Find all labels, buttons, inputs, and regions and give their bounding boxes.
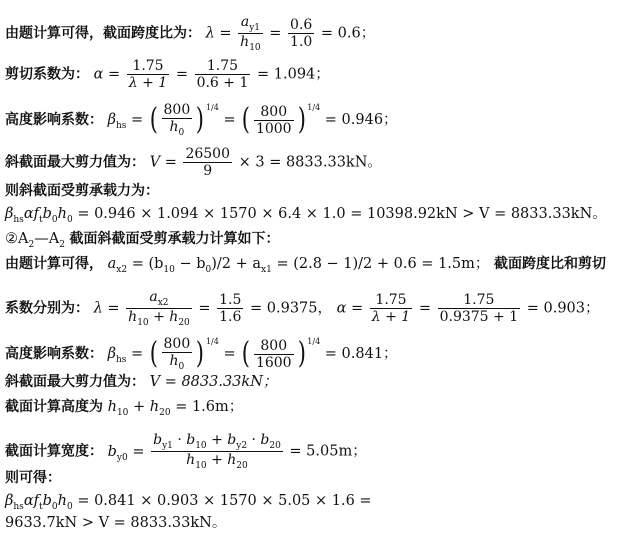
fraction: $\frac{800}{h_0}$ <box>163 102 191 138</box>
fraction: $\frac{b_{y1} \cdot b_{10} + b_{y2} \cdot b_{20}}{h_{10} + h_{20}}$ <box>153 432 281 471</box>
line-result-value: 9633.7kN > V = 8833.33kN。 <box>5 515 227 531</box>
fraction: $\frac{26500}{9}$ <box>185 146 230 180</box>
line-coefficients: 系数分别为： λ = $\frac{a_{x2}}{h_{10} + h_{20}}$ = $\frac{1.5}{1.6}$ = 0.9375， α = $\frac{1.75}{\lambda + 1}$ = $\frac{1.75}{0.9375 + 1}$ = 0.903； <box>5 289 600 328</box>
line-shear-coefficient: 剪切系数为： α = $\frac{1.75}{\lambda + 1}$ = $\frac{1.75}{0.6 + 1}$ = 1.094； <box>5 58 330 92</box>
line-capacity-heading: 则斜截面受剪承载力为： <box>5 183 159 199</box>
fraction: $\frac{1.75}{\lambda + 1}$ <box>128 58 168 92</box>
line-capacity-result: $\beta_{hs}\alpha f_tb_0h_0 = 0.946 \times 1.094 \times 1570 \times 6.4 \times 1.0 = 10398.92kN > V = 8833.33kN$。 <box>5 206 607 225</box>
fraction: $\frac{1.75}{0.6 + 1}$ <box>196 58 249 92</box>
fraction: $\frac{1.75}{\lambda + 1}$ <box>371 292 411 326</box>
line-span-ratio: 由题计算可得，截面跨度比为： λ = $\frac{a_{y1}}{h_{10}}$ = $\frac{0.6}{1.0}$ = 0.6； <box>5 14 376 53</box>
line-max-shear-2: 斜截面最大剪力值为： V = 8833.33kN； <box>5 374 278 390</box>
fraction: $\frac{800}{h_0}$ <box>163 336 191 372</box>
line-height-factor: 高度影响系数： $\beta_{hs}$ = ( $\frac{800}{h_0}$ ) $^{1/4}$ = ( $\frac{800}{1000}$ ) $^{1/4}$ = 0.946； <box>5 102 398 138</box>
line-ax2-calc: 由题计算可得， $a_{x2} = (b_{10} - b_0)/2 + a_{x1} = (2.8 - 1)/2 + 0.6 = 1.5m$； 截面跨度比和剪切 <box>5 256 606 275</box>
fraction: $\frac{a_{y1}}{h_{10}}$ <box>240 14 261 53</box>
line-result-heading: 则可得： <box>5 470 61 486</box>
fraction: $\frac{800}{1600}$ <box>255 337 292 371</box>
line-section-heading: $②A_2—A_2$ 截面斜截面受剪承载力计算如下： <box>5 231 280 250</box>
fraction: $\frac{a_{x2}}{h_{10} + h_{20}}$ <box>128 289 190 328</box>
line-section-width: 截面计算宽度： $b_{y0}$ = $\frac{b_{y1} \cdot b_{10} + b_{y2} \cdot b_{20}}{h_{10} + h_{20}}$ = 5.05m； <box>5 432 367 471</box>
line-section-height: 截面计算高度为 $h_{10} + h_{20} = 1.6m$； <box>5 399 244 418</box>
line-result-expression: $\beta_{hs}\alpha f_tb_0h_0 = 0.841 \times 0.903 \times 1570 \times 5.05 \times 1.6$ = <box>5 493 372 512</box>
fraction: $\frac{0.6}{1.0}$ <box>290 17 313 51</box>
fraction: $\frac{800}{1000}$ <box>255 103 292 137</box>
fraction: $\frac{1.5}{1.6}$ <box>219 292 242 326</box>
fraction: $\frac{1.75}{0.9375 + 1}$ <box>439 292 519 326</box>
line-height-factor-2: 高度影响系数： $\beta_{hs}$ = ( $\frac{800}{h_0}$ ) $^{1/4}$ = ( $\frac{800}{1600}$ ) $^{1/4}$ = 0.841； <box>5 336 398 372</box>
line-max-shear: 斜截面最大剪力值为： V = $\frac{26500}{9}$ × 3 = 8833.33kN。 <box>5 146 382 180</box>
